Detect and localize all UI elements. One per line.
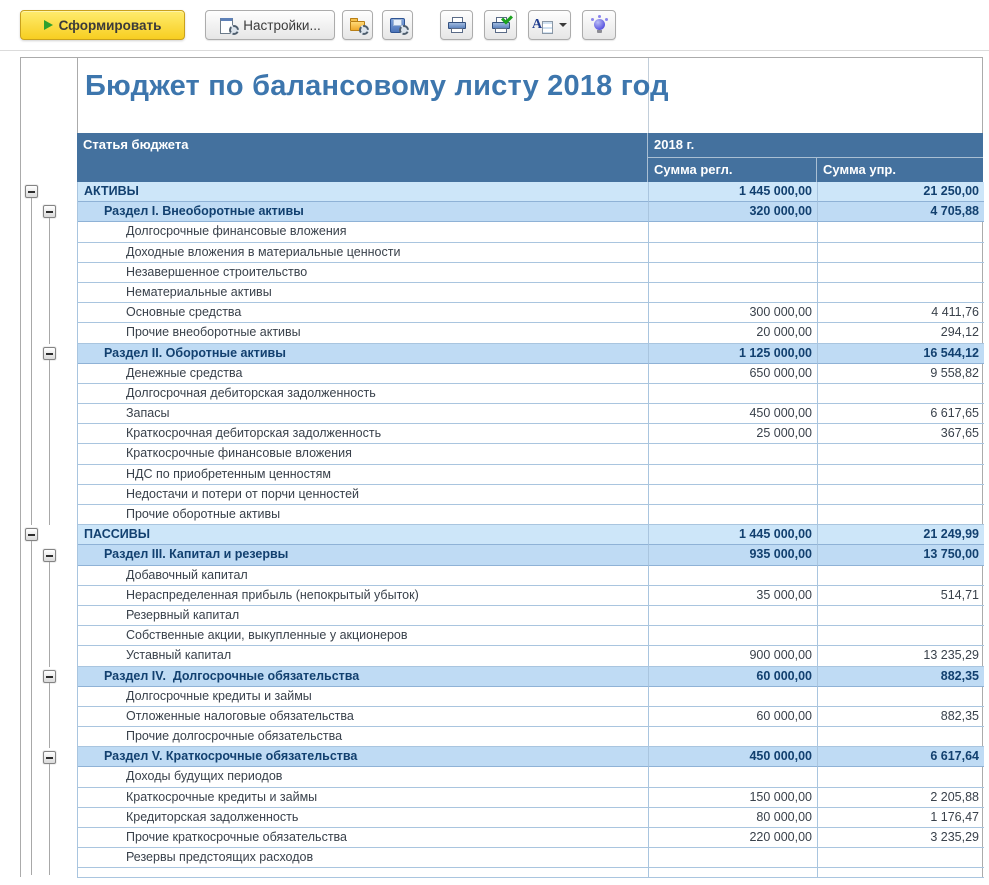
table-row <box>78 727 984 747</box>
reg-amount-cell[interactable] <box>649 444 818 464</box>
table-row <box>78 404 984 424</box>
table-row <box>78 566 984 586</box>
reg-amount-cell[interactable]: 900 000,00 <box>649 646 818 666</box>
tree-connector-line <box>49 764 50 875</box>
tree-collapse-button[interactable] <box>43 205 56 218</box>
reg-amount-cell[interactable] <box>649 626 818 646</box>
mgmt-amount-cell[interactable]: 6 617,64 <box>818 747 984 767</box>
tree-connector-line <box>49 562 50 667</box>
article-cell[interactable]: Запасы <box>78 404 649 424</box>
mgmt-amount-cell[interactable]: 13 750,00 <box>818 545 984 565</box>
table-row <box>78 848 984 868</box>
article-cell[interactable]: Прочие внеоборотные активы <box>78 323 649 343</box>
mgmt-amount-cell[interactable] <box>818 444 984 464</box>
mgmt-amount-cell[interactable]: 4 705,88 <box>818 202 984 222</box>
reg-amount-cell[interactable]: 1 445 000,00 <box>649 525 818 545</box>
reg-amount-cell[interactable] <box>649 505 818 525</box>
reg-amount-cell[interactable] <box>649 465 818 485</box>
table-row <box>78 868 984 878</box>
report-title: Бюджет по балансовому листу 2018 год <box>85 70 669 102</box>
article-cell[interactable]: Основные средства <box>78 303 649 323</box>
mgmt-amount-cell[interactable] <box>818 465 984 485</box>
reg-amount-cell[interactable]: 35 000,00 <box>649 586 818 606</box>
reg-amount-cell[interactable]: 150 000,00 <box>649 788 818 808</box>
reg-amount-cell[interactable]: 935 000,00 <box>649 545 818 565</box>
tree-connector-line <box>31 541 32 875</box>
table-row <box>78 828 984 848</box>
font-table-icon: A <box>532 17 553 33</box>
minus-icon <box>46 211 53 213</box>
tree-collapse-button[interactable] <box>25 528 38 541</box>
reg-amount-cell[interactable] <box>649 868 818 878</box>
article-cell[interactable]: Прочие краткосрочные обязательства <box>78 828 649 848</box>
article-cell[interactable]: Нераспределенная прибыль (непокрытый убыток) <box>78 586 649 606</box>
table-row <box>78 646 984 666</box>
table-row <box>78 485 984 505</box>
chevron-down-icon <box>559 23 567 31</box>
settings-button[interactable] <box>205 10 335 40</box>
minus-icon <box>46 353 53 355</box>
minus-icon <box>46 757 53 759</box>
minus-icon <box>46 676 53 678</box>
mgmt-amount-cell[interactable] <box>818 222 984 242</box>
table-row <box>78 586 984 606</box>
toolbar <box>0 0 989 51</box>
table-row <box>78 545 984 565</box>
mgmt-amount-cell[interactable]: 367,65 <box>818 424 984 444</box>
hint-button[interactable] <box>582 10 616 40</box>
report-table-body <box>77 182 984 878</box>
reg-amount-cell[interactable] <box>649 606 818 626</box>
reg-amount-cell[interactable] <box>649 283 818 303</box>
table-row <box>78 747 984 767</box>
reg-amount-cell[interactable]: 20 000,00 <box>649 323 818 343</box>
mgmt-amount-cell[interactable] <box>818 505 984 525</box>
tree-collapse-button[interactable] <box>43 670 56 683</box>
mgmt-amount-cell[interactable]: 882,35 <box>818 707 984 727</box>
reg-amount-cell[interactable]: 450 000,00 <box>649 747 818 767</box>
table-header <box>77 133 983 182</box>
mgmt-amount-cell[interactable]: 2 205,88 <box>818 788 984 808</box>
reg-amount-cell[interactable] <box>649 727 818 747</box>
mgmt-amount-cell[interactable] <box>818 727 984 747</box>
tree-connector-line <box>49 683 50 748</box>
article-cell[interactable]: Добавочный капитал <box>78 566 649 586</box>
mgmt-amount-cell[interactable]: 882,35 <box>818 667 984 687</box>
table-row <box>78 384 984 404</box>
tree-collapse-button[interactable] <box>43 347 56 360</box>
article-cell[interactable]: Прочие оборотные активы <box>78 505 649 525</box>
mgmt-amount-cell[interactable] <box>818 485 984 505</box>
article-cell[interactable]: Прочие долгосрочные обязательства <box>78 727 649 747</box>
article-cell[interactable]: Резервный капитал <box>78 606 649 626</box>
mgmt-amount-cell[interactable]: 21 250,00 <box>818 182 984 202</box>
reg-amount-cell[interactable]: 80 000,00 <box>649 808 818 828</box>
article-cell[interactable]: Доходы будущих периодов <box>78 767 649 787</box>
mgmt-amount-cell[interactable] <box>818 848 984 868</box>
tree-collapse-button[interactable] <box>25 185 38 198</box>
table-gear-icon <box>219 17 237 33</box>
article-cell[interactable]: Доходные вложения в материальные ценности <box>78 243 649 263</box>
tree-connector-line <box>49 360 50 526</box>
table-row <box>78 525 984 545</box>
table-row <box>78 667 984 687</box>
article-cell[interactable] <box>78 868 649 878</box>
reg-amount-cell[interactable] <box>649 485 818 505</box>
reg-amount-cell[interactable] <box>649 243 818 263</box>
article-cell[interactable]: Долгосрочные кредиты и займы <box>78 687 649 707</box>
article-cell[interactable]: Краткосрочные кредиты и займы <box>78 788 649 808</box>
reg-amount-cell[interactable]: 320 000,00 <box>649 202 818 222</box>
tree-collapse-button[interactable] <box>43 549 56 562</box>
reg-amount-cell[interactable] <box>649 263 818 283</box>
article-cell[interactable]: Кредиторская задолженность <box>78 808 649 828</box>
reg-amount-cell[interactable] <box>649 767 818 787</box>
table-row <box>78 444 984 464</box>
table-row <box>78 687 984 707</box>
table-row <box>78 424 984 444</box>
content-left-border <box>77 57 78 133</box>
mgmt-amount-cell[interactable] <box>818 283 984 303</box>
print-check-button[interactable] <box>484 10 517 40</box>
article-cell[interactable]: Денежные средства <box>78 364 649 384</box>
table-row <box>78 767 984 787</box>
reg-amount-cell[interactable]: 60 000,00 <box>649 707 818 727</box>
table-row <box>78 182 984 202</box>
font-appearance-button[interactable] <box>528 10 571 40</box>
table-row <box>78 202 984 222</box>
reg-amount-cell[interactable] <box>649 384 818 404</box>
printer-icon <box>448 17 466 33</box>
reg-amount-cell[interactable] <box>649 687 818 707</box>
article-cell[interactable]: Долгосрочные финансовые вложения <box>78 222 649 242</box>
reg-amount-cell[interactable]: 1 125 000,00 <box>649 344 818 364</box>
mgmt-amount-cell[interactable] <box>818 868 984 878</box>
mgmt-amount-cell[interactable]: 6 617,65 <box>818 404 984 424</box>
article-cell[interactable]: Нематериальные активы <box>78 283 649 303</box>
mgmt-amount-cell[interactable] <box>818 606 984 626</box>
table-row <box>78 323 984 343</box>
article-cell[interactable]: Краткосрочные финансовые вложения <box>78 444 649 464</box>
reg-amount-cell[interactable] <box>649 566 818 586</box>
column-header-period: 2018 г. <box>648 133 983 158</box>
mgmt-amount-cell[interactable]: 16 544,12 <box>818 344 984 364</box>
lightbulb-icon <box>590 17 608 33</box>
table-row <box>78 283 984 303</box>
article-cell[interactable]: Уставный капитал <box>78 646 649 666</box>
mgmt-amount-cell[interactable]: 514,71 <box>818 586 984 606</box>
mgmt-amount-cell[interactable]: 3 235,29 <box>818 828 984 848</box>
mgmt-amount-cell[interactable] <box>818 384 984 404</box>
article-cell[interactable]: Раздел IV. Долгосрочные обязательства <box>78 667 649 687</box>
disk-gear-icon <box>389 17 407 33</box>
reg-amount-cell[interactable]: 1 445 000,00 <box>649 182 818 202</box>
table-row <box>78 243 984 263</box>
mgmt-amount-cell[interactable]: 21 249,99 <box>818 525 984 545</box>
tree-connector-line <box>31 198 32 525</box>
table-row <box>78 465 984 485</box>
table-row <box>78 606 984 626</box>
save-settings-button[interactable] <box>382 10 413 40</box>
mgmt-amount-cell[interactable]: 9 558,82 <box>818 364 984 384</box>
article-cell[interactable]: ПАССИВЫ <box>78 525 649 545</box>
mgmt-amount-cell[interactable] <box>818 687 984 707</box>
article-cell[interactable]: Долгосрочная дебиторская задолженность <box>78 384 649 404</box>
printer-check-icon <box>492 17 510 33</box>
minus-icon <box>28 534 35 536</box>
load-settings-button[interactable] <box>342 10 373 40</box>
gutter-left-border <box>20 57 21 877</box>
article-cell[interactable]: Незавершенное строительство <box>78 263 649 283</box>
article-cell[interactable]: Раздел III. Капитал и резервы <box>78 545 649 565</box>
table-row <box>78 303 984 323</box>
table-row <box>78 505 984 525</box>
table-row <box>78 626 984 646</box>
play-icon <box>44 20 53 30</box>
mgmt-amount-cell[interactable]: 294,12 <box>818 323 984 343</box>
minus-icon <box>28 191 35 193</box>
reg-amount-cell[interactable]: 25 000,00 <box>649 424 818 444</box>
reg-amount-cell[interactable]: 650 000,00 <box>649 364 818 384</box>
tree-collapse-button[interactable] <box>43 751 56 764</box>
column-header-article: Статья бюджета <box>77 133 648 182</box>
minus-icon <box>46 555 53 557</box>
table-row <box>78 364 984 384</box>
mgmt-amount-cell[interactable] <box>818 243 984 263</box>
table-row <box>78 788 984 808</box>
article-cell[interactable]: Собственные акции, выкупленные у акционеров <box>78 626 649 646</box>
article-cell[interactable]: АКТИВЫ <box>78 182 649 202</box>
reg-amount-cell[interactable]: 220 000,00 <box>649 828 818 848</box>
mgmt-amount-cell[interactable]: 13 235,29 <box>818 646 984 666</box>
mgmt-amount-cell[interactable] <box>818 626 984 646</box>
column-header-reg: Сумма регл. <box>648 158 817 182</box>
print-button[interactable] <box>440 10 473 40</box>
reg-amount-cell[interactable]: 450 000,00 <box>649 404 818 424</box>
generate-button[interactable] <box>20 10 185 40</box>
article-cell[interactable]: Раздел I. Внеоборотные активы <box>78 202 649 222</box>
article-cell[interactable]: Раздел V. Краткосрочные обязательства <box>78 747 649 767</box>
report-top-border <box>20 57 983 58</box>
mgmt-amount-cell[interactable] <box>818 767 984 787</box>
mgmt-amount-cell[interactable] <box>818 263 984 283</box>
article-cell[interactable]: Резервы предстоящих расходов <box>78 848 649 868</box>
article-cell[interactable]: Недостачи и потери от порчи ценностей <box>78 485 649 505</box>
article-cell[interactable]: Раздел II. Оборотные активы <box>78 344 649 364</box>
mgmt-amount-cell[interactable] <box>818 566 984 586</box>
table-row <box>78 222 984 242</box>
table-row <box>78 707 984 727</box>
table-row <box>78 808 984 828</box>
reg-amount-cell[interactable] <box>649 222 818 242</box>
column-header-mgmt: Сумма упр. <box>823 162 896 177</box>
table-row <box>78 344 984 364</box>
article-cell[interactable]: Отложенные налоговые обязательства <box>78 707 649 727</box>
article-cell[interactable]: НДС по приобретенным ценностям <box>78 465 649 485</box>
generate-button-label: Сформировать <box>58 17 162 33</box>
mgmt-amount-cell[interactable]: 4 411,76 <box>818 303 984 323</box>
reg-amount-cell[interactable]: 60 000,00 <box>649 667 818 687</box>
tree-connector-line <box>49 218 50 343</box>
article-cell[interactable]: Краткосрочная дебиторская задолженность <box>78 424 649 444</box>
reg-amount-cell[interactable]: 300 000,00 <box>649 303 818 323</box>
settings-button-label: Настройки... <box>243 17 321 33</box>
folder-gear-icon <box>349 17 367 33</box>
reg-amount-cell[interactable] <box>649 848 818 868</box>
mgmt-amount-cell[interactable]: 1 176,47 <box>818 808 984 828</box>
table-row <box>78 263 984 283</box>
